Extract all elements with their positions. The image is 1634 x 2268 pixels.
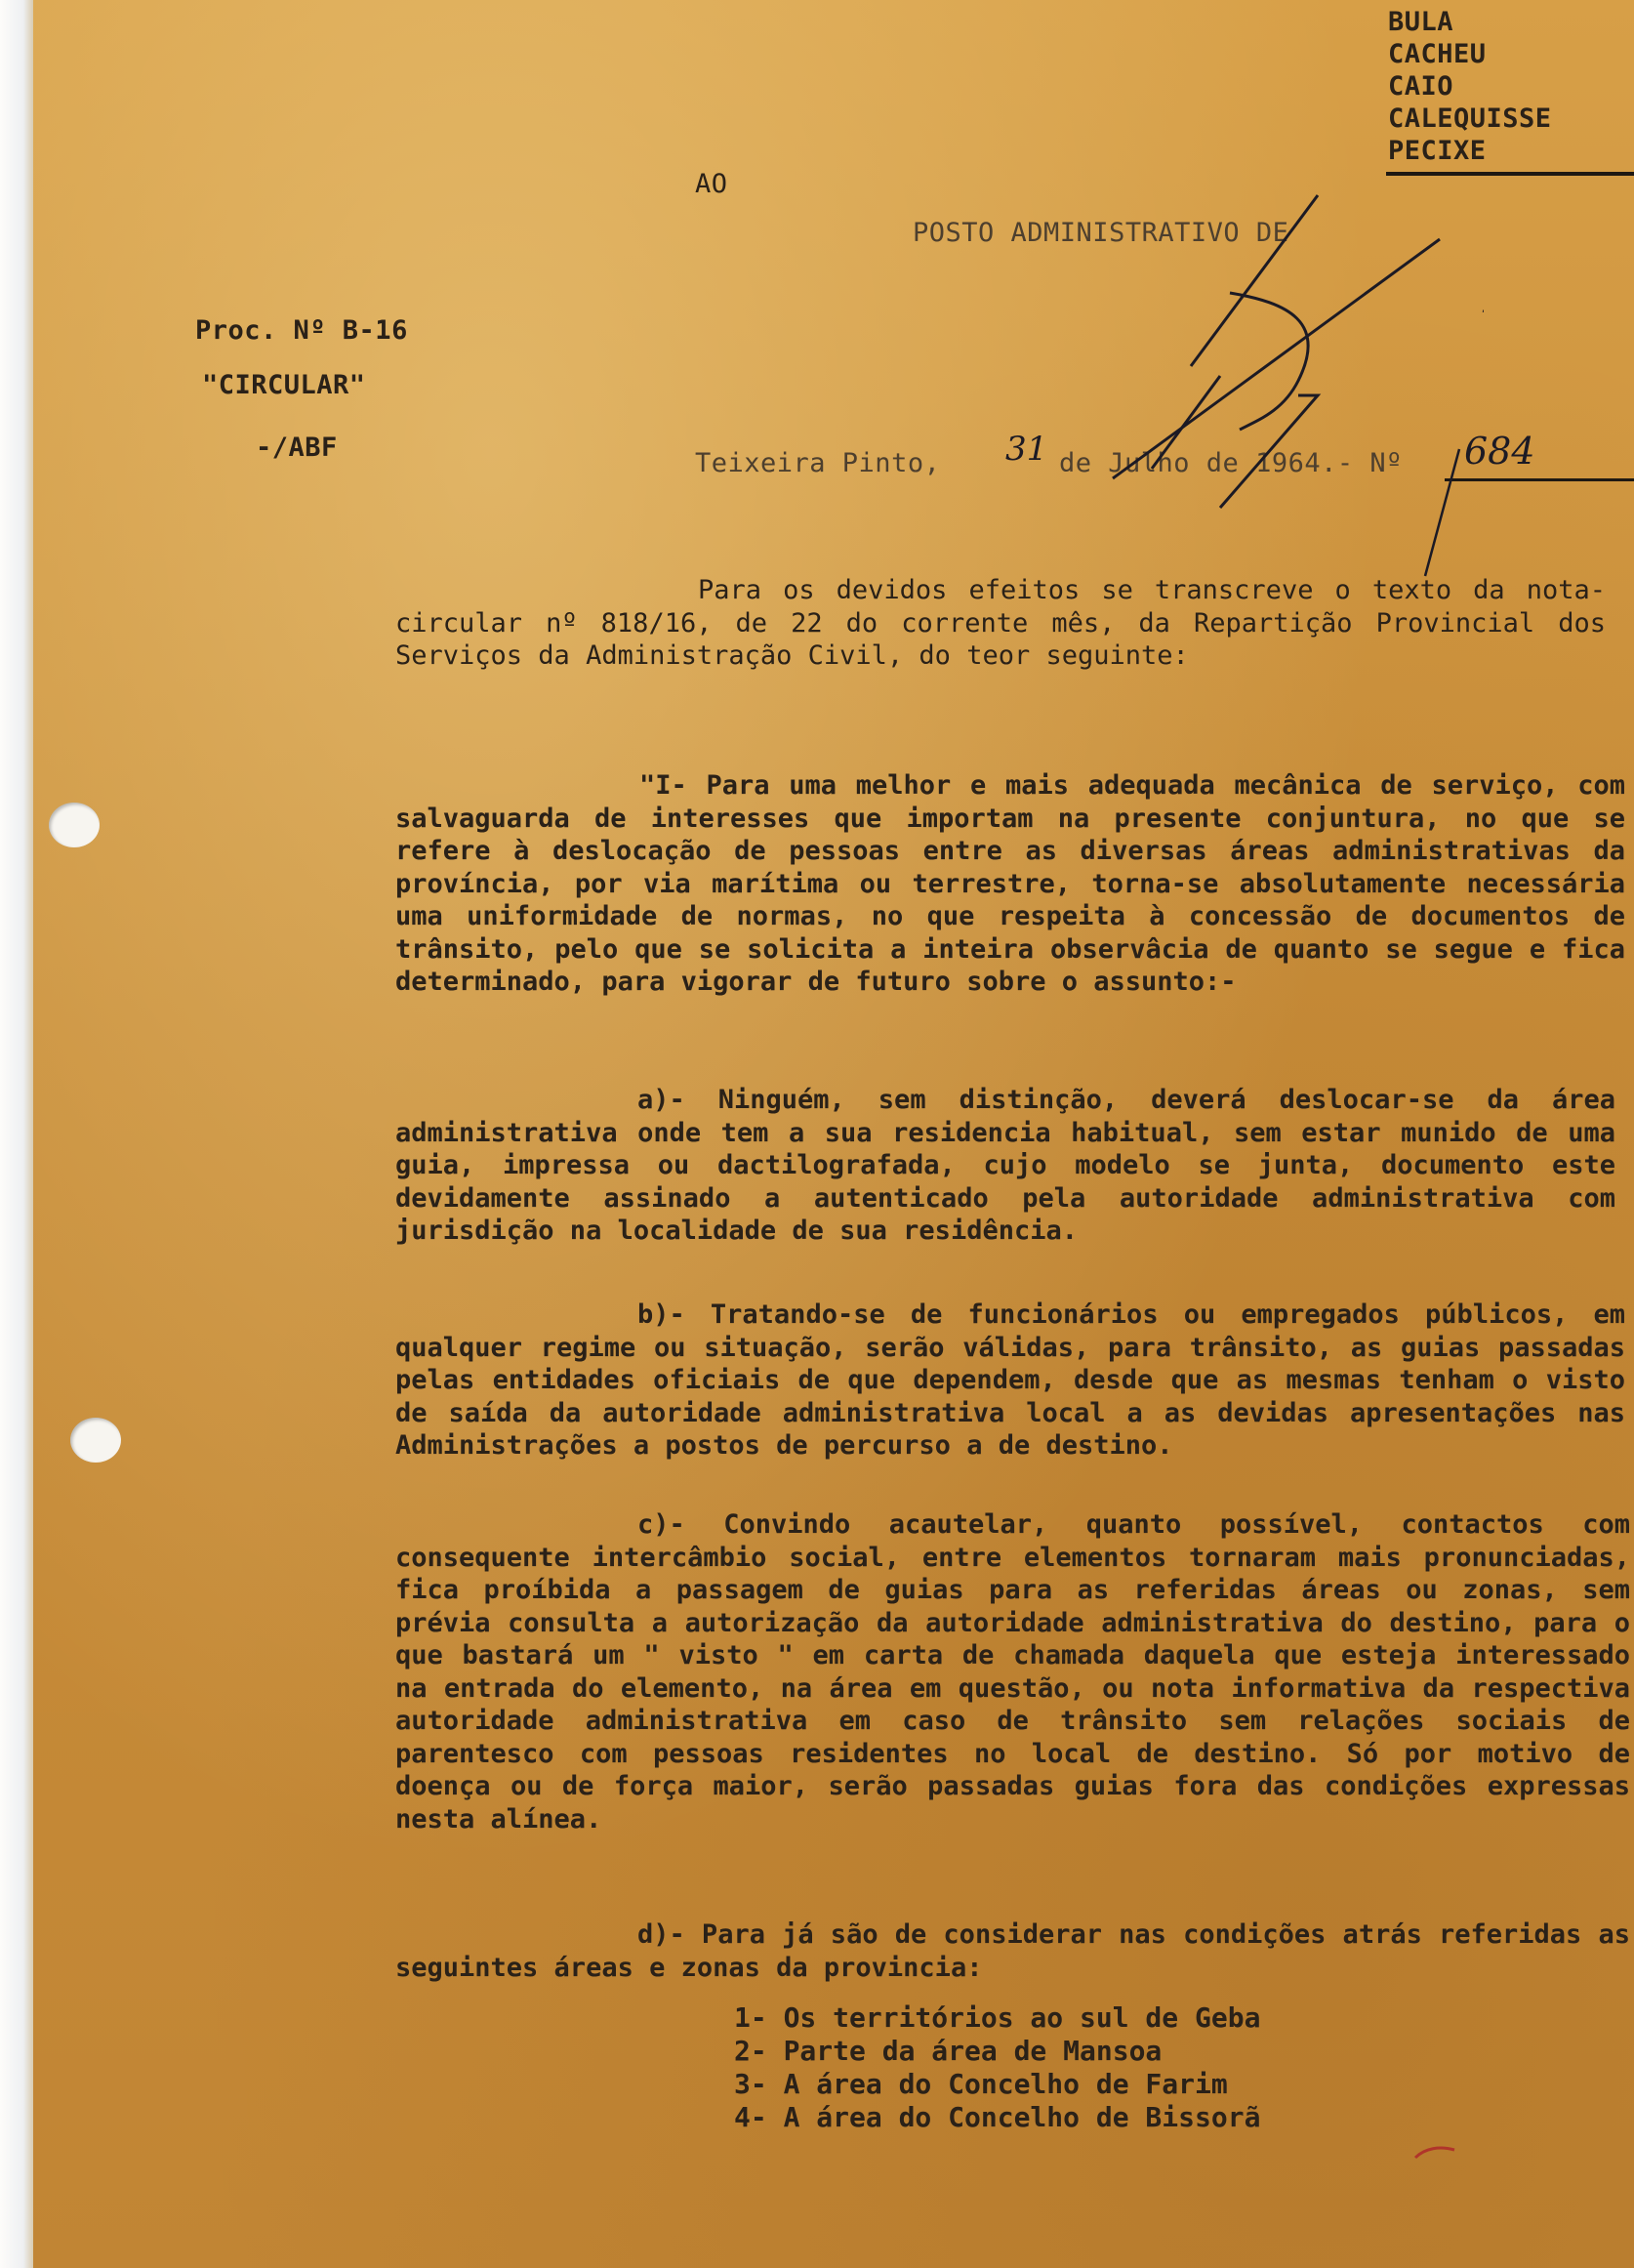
handwritten-mark [1074, 186, 1484, 596]
process-number: Proc. Nº B-16 [195, 315, 408, 346]
recipient-list [1388, 6, 1552, 167]
area-list-item: 3- A área do Concelho de Farim [734, 2068, 1228, 2100]
recipient-item: BULA [1388, 7, 1454, 37]
punch-hole-upper [49, 803, 100, 847]
clause-a: a)- Ninguém, sem distinção, deverá deslocar-se da área administrativa onde tem a sua residencia habitual, sem estar munido de uma guia, impressa ou dactilografada, cujo modelo se junta, documento este devidamente assinado a autenticado pela autoridade administrativa com jurisdição na localidade de sua residência. [395, 1085, 1615, 1246]
addressee-to: AO [695, 169, 728, 199]
punch-hole-lower [70, 1418, 121, 1463]
date-place: Teixeira Pinto, [695, 448, 941, 478]
scan-margin [0, 0, 33, 2268]
area-list-item: 2- Parte da área de Mansoa [734, 2035, 1163, 2067]
recipient-item: CALEQUISSE [1388, 103, 1552, 134]
clause-d: d)- Para já são de considerar nas condições atrás referidas as seguintes áreas e zonas da provincia: [395, 1919, 1630, 1983]
clause-b: b)- Tratando-se de funcionários ou empregados públicos, em qualquer regime ou situação, serão válidas, para trânsito, as guias passadas pelas entidades oficiais de que dependem, desde que as mesmas tenham o visto de saída da autoridade administrativa local a as devidas apresentações nas Administrações a postos de percurso a de destino. [395, 1299, 1625, 1461]
area-list-item: 1- Os territórios ao sul de Geba [734, 2001, 1261, 2034]
addressee-office: POSTO ADMINISTRATIVO DE [913, 218, 1289, 248]
section-one-paragraph: "I- Para uma melhor e mais adequada mecânica de serviço, com salvaguarda de interesses que importam na presente conjuntura, no que se refere à deslocação de pessoas entre as diversas áreas administrativas da província, por via marítima ou terrestre, torna-se absolutamente necessária uma uniformidade de normas, no que respeita à concessão de documentos de trânsito, pelo que se solicita a inteira observâcia de quanto se segue e fica determinado, para vigorar de futuro sobre o assunto:- [395, 770, 1625, 997]
circular-label: "CIRCULAR" [202, 370, 366, 400]
date-rest: de Julho de 1964.- Nº [1059, 448, 1403, 478]
area-list [734, 2001, 1260, 2134]
recipient-item: CAIO [1388, 71, 1454, 102]
clause-c: c)- Convindo acautelar, quanto possível, contactos com consequente intercâmbio social, entre elementos tornaram mais pronunciadas, fica proíbida a passagem de guias para as referidas áreas ou zonas, sem prévia consulta a autorização da autoridade administrativa do destino, para o que bastará um " visto " em carta de chamada daquela que esteja interessado na entrada do elemento, na área em questão, ou nota informativa da respectiva autoridade administrativa em caso de trânsito sem relações sociais de parentesco com pessoas residentes no local de destino. Só por motivo de doença ou de força maior, serão passadas guias fora das condições expressas nesta alínea. [395, 1509, 1630, 1835]
red-pen-mark [1410, 2138, 1459, 2167]
intro-paragraph: Para os devidos efeitos se transcreve o texto da nota-circular nº 818/16, de 22 do corrente mês, da Repartição Provincial dos Serviços da Administração Civil, do teor seguinte: [395, 575, 1606, 671]
date-day-handwritten: 31 [1005, 430, 1048, 469]
area-list-item: 4- A área do Concelho de Bissorã [734, 2101, 1261, 2133]
recipient-underline [1386, 172, 1634, 176]
document-number-handwritten: 684 [1464, 430, 1535, 473]
recipient-item: PECIXE [1388, 136, 1487, 166]
recipient-item: CACHEU [1388, 39, 1487, 69]
typist-initials: -/ABF [256, 433, 338, 463]
